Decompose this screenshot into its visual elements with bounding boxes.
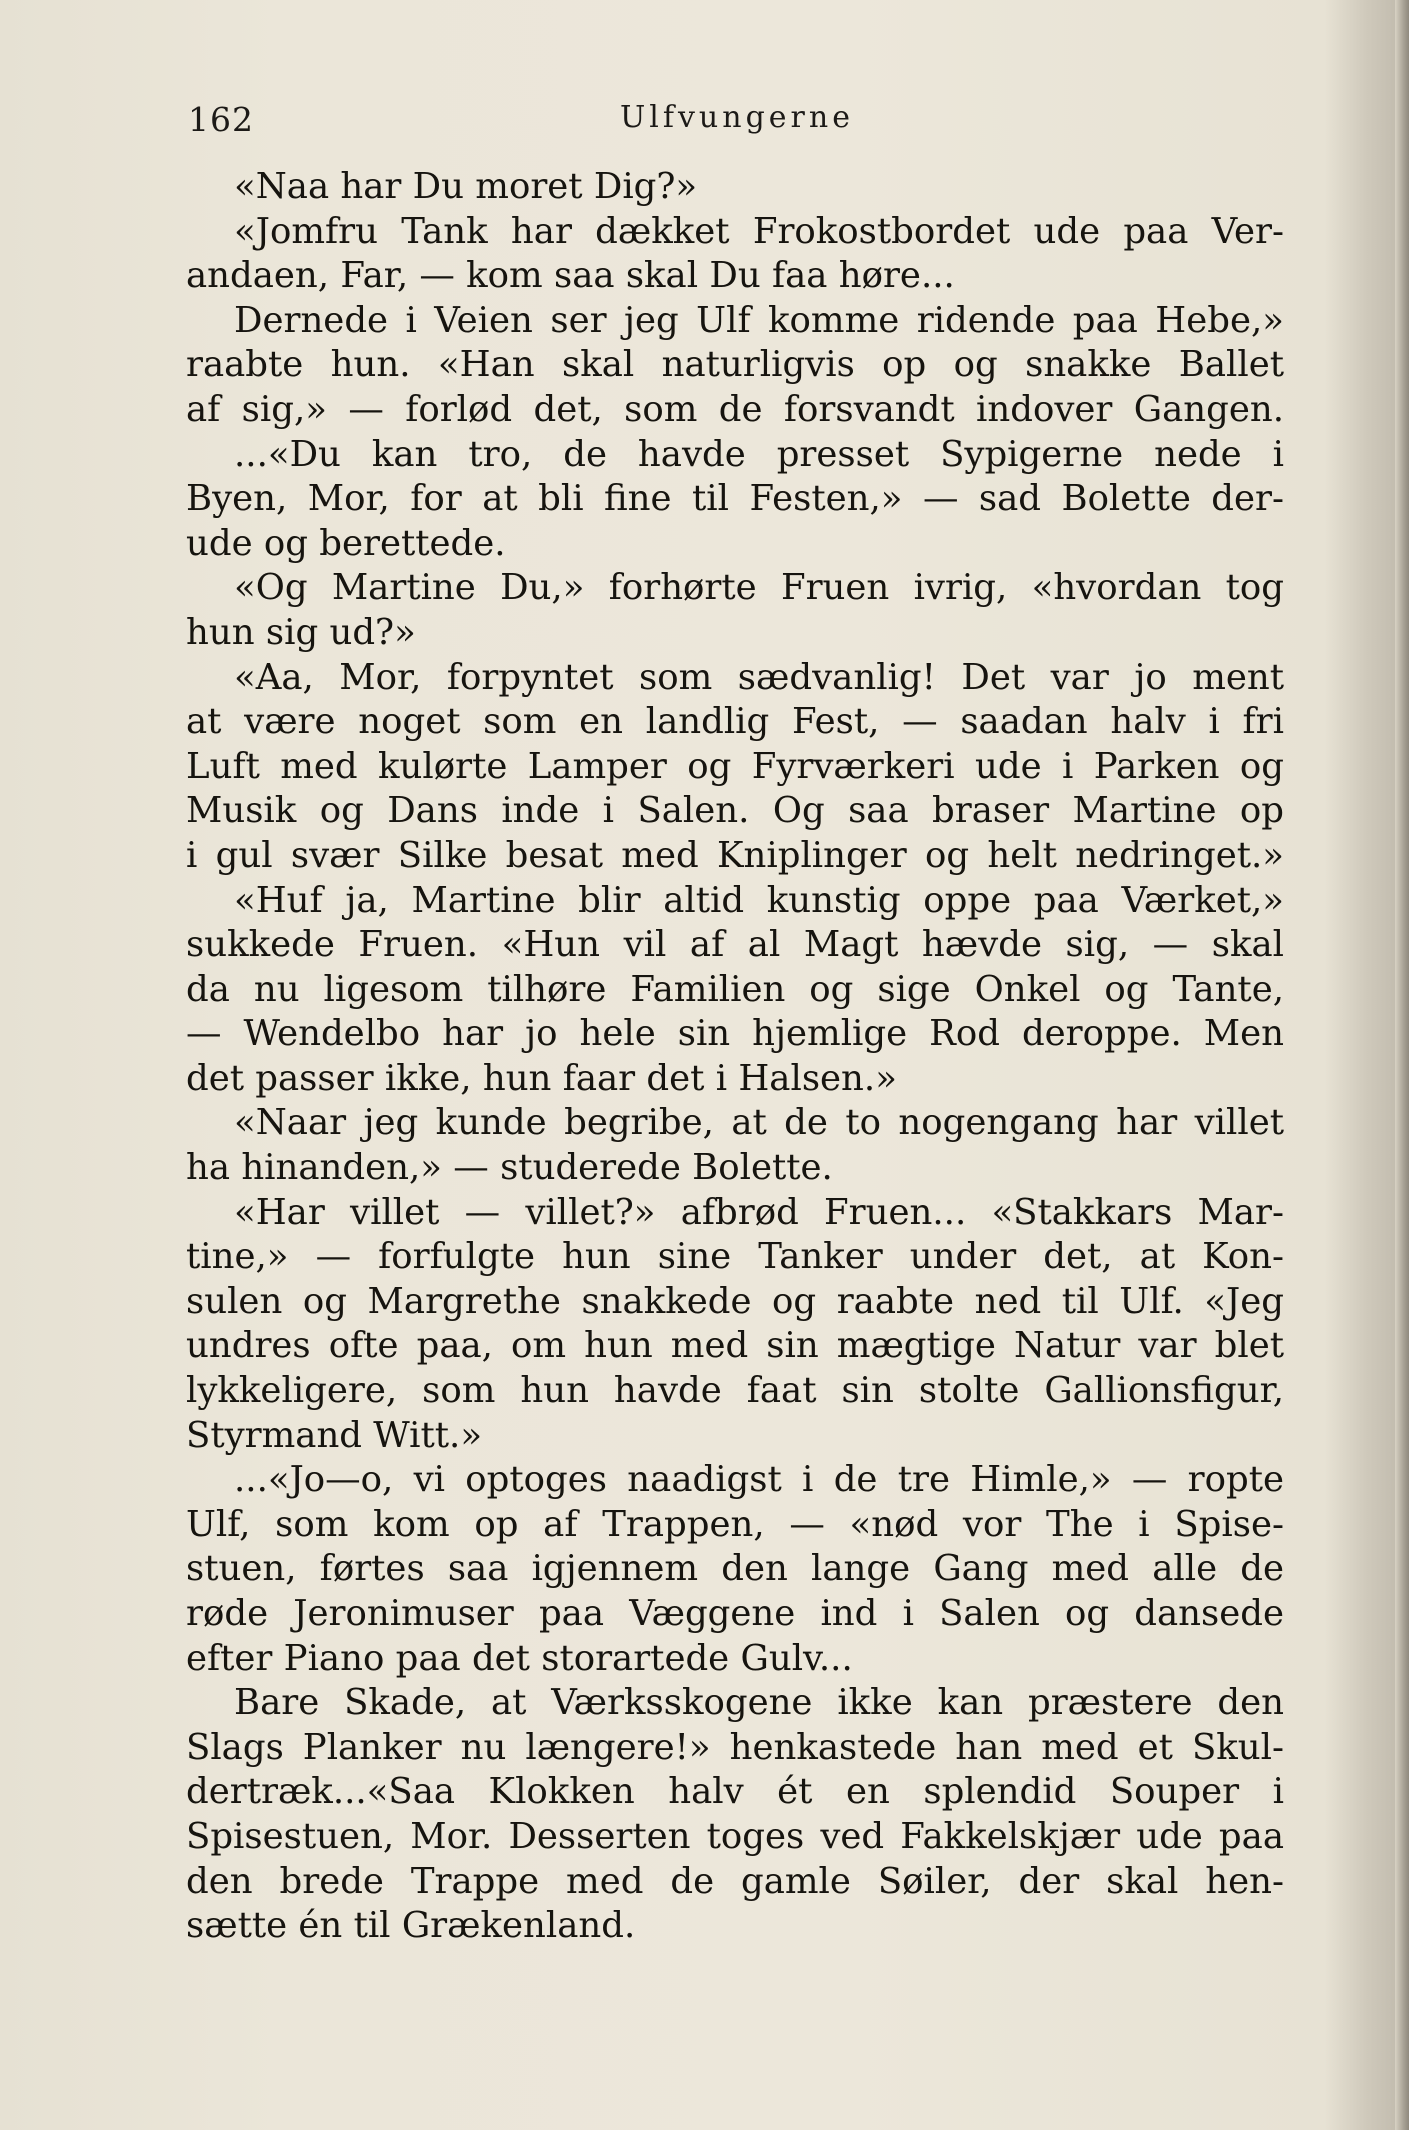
text-line: undres ofte paa, om hun med sin mægtige Natur var blet: [186, 1325, 1284, 1367]
text-line: «Huf ja, Martine blir altid kunstig oppe paa Værket,»: [234, 879, 1284, 921]
text-line: da nu ligesom tilhøre Familien og sige Onkel og Tante,: [186, 968, 1284, 1010]
text-line: det passer ikke, hun faar det i Halsen.»: [186, 1057, 897, 1099]
text-line: ha hinanden,» — studerede Bolette.: [186, 1147, 833, 1189]
text-line: Ulf, som kom op af Trappen, — «nød vor The i Spise-: [186, 1503, 1284, 1545]
page-header: [188, 100, 1283, 150]
page-number: 162: [188, 100, 254, 139]
text-line: sukkede Fruen. «Hun vil af al Magt hævde sig, — skal: [186, 924, 1284, 966]
text-line: «Har villet — villet?» afbrød Fruen... «Stakkars Mar-: [234, 1191, 1284, 1233]
text-line: den brede Trappe med de gamle Søiler, der skal hen-: [186, 1860, 1284, 1902]
text-line: «Og Martine Du,» forhørte Fruen ivrig, «hvordan tog: [234, 567, 1284, 609]
text-line: «Naa har Du moret Dig?»: [234, 166, 698, 207]
text-line: sætte én til Grækenland.: [186, 1905, 636, 1947]
text-line: ude og berettede.: [186, 522, 506, 564]
text-line: «Naar jeg kunde begribe, at de to nogengang har villet: [234, 1102, 1284, 1144]
text-line: Spisestuen, Mor. Desserten toges ved Fakkelskjær ude paa: [186, 1815, 1284, 1857]
text-line: raabte hun. «Han skal naturligvis op og snakke Ballet: [186, 344, 1284, 386]
text-line: lykkeligere, som hun havde faat sin stolte Gallionsfigur,: [186, 1370, 1284, 1412]
text-line: «Aa, Mor, forpyntet som sædvanlig! Det var jo ment: [234, 656, 1284, 698]
text-line: ...«Du kan tro, de havde presset Sypigerne nede i: [234, 433, 1284, 475]
text-line: «Jomfru Tank har dækket Frokostbordet ude paa Ver-: [234, 210, 1284, 252]
text-line: af sig,» — forlød det, som de forsvandt indover Gangen.: [186, 388, 1284, 430]
text-line: Dernede i Veien ser jeg Ulf komme ridende paa Hebe,»: [234, 299, 1284, 341]
text-line: stuen, førtes saa igjennem den lange Gang med alle de: [186, 1548, 1284, 1590]
text-line: sulen og Margrethe snakkede og raabte ned til Ulf. «Jeg: [186, 1280, 1284, 1322]
text-line: hun sig ud?»: [186, 611, 416, 653]
text-line: Byen, Mor, for at bli fine til Festen,» — sad Bolette der-: [186, 478, 1284, 520]
text-line: ...«Jo—o, vi optoges naadigst i de tre Himle,» — ropte: [234, 1459, 1284, 1501]
running-title: Ulfvungerne: [620, 100, 854, 135]
text-line: at være noget som en landlig Fest, — saadan halv i fri: [186, 701, 1284, 743]
body-text: [186, 165, 1284, 1949]
text-line: i gul svær Silke besat med Kniplinger og helt nedringet.»: [186, 834, 1284, 876]
text-line: Luft med kulørte Lamper og Fyrværkeri ude i Parken og: [186, 745, 1284, 787]
text-line: efter Piano paa det storartede Gulv...: [186, 1637, 853, 1679]
text-line: dertræk...«Saa Klokken halv ét en splendid Souper i: [186, 1771, 1284, 1813]
text-line: røde Jeronimuser paa Væggene ind i Salen og dansede: [186, 1593, 1284, 1634]
text-line: Bare Skade, at Værksskogene ikke kan præstere den: [234, 1682, 1284, 1724]
page-edge-shadow: [1395, 0, 1409, 2130]
text-line: — Wendelbo har jo hele sin hjemlige Rod deroppe. Men: [186, 1013, 1284, 1055]
text-line: andaen, Far, — kom saa skal Du faa høre...: [186, 255, 955, 297]
text-line: Styrmand Witt.»: [186, 1414, 483, 1456]
text-line: tine,» — forfulgte hun sine Tanker under det, at Kon-: [186, 1236, 1284, 1278]
text-line: Slags Planker nu længere!» henkastede han med et Skul-: [186, 1726, 1284, 1768]
text-line: Musik og Dans inde i Salen. Og saa braser Martine op: [186, 790, 1284, 832]
